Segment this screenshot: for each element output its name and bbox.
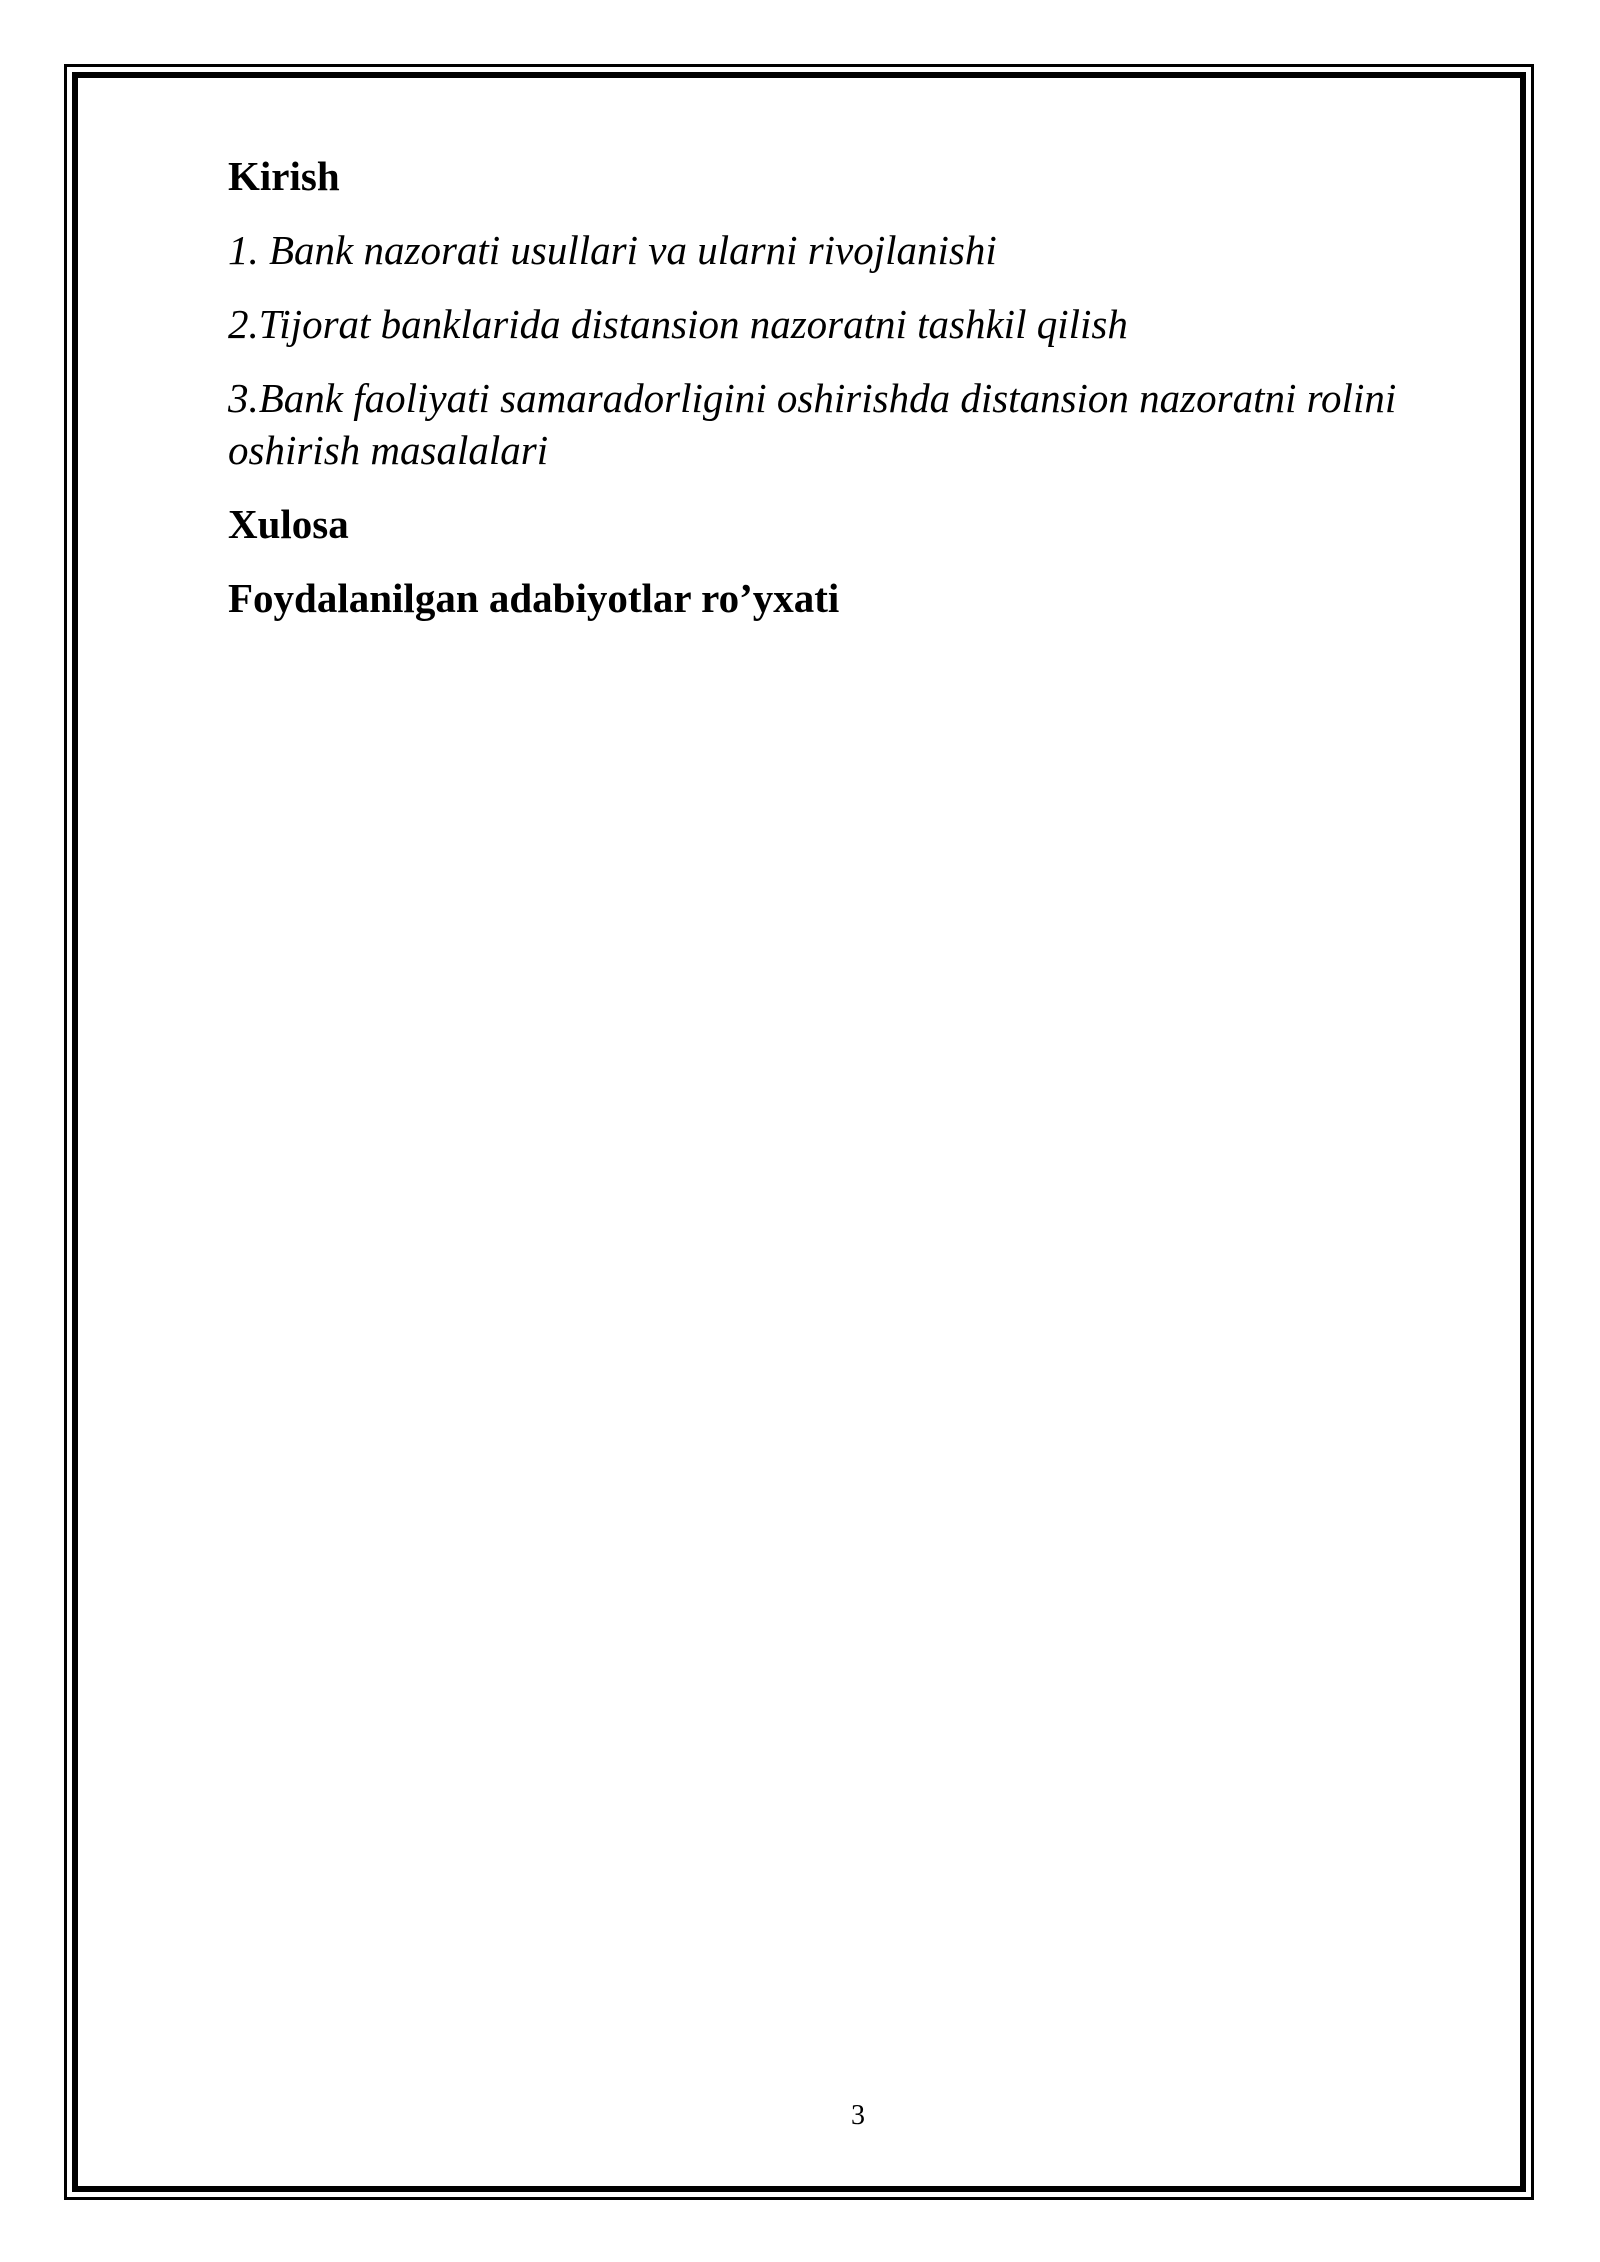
toc-entry-chapter-1: 1. Bank nazorati usullari va ularni rivojlanishi (228, 227, 997, 273)
toc-entry-chapter-2: 2.Tijorat banklarida distansion nazoratni tashkil qilish (228, 301, 1128, 347)
toc-entry-introduction: Kirish (228, 153, 340, 199)
page-number: 3 (851, 2100, 865, 2131)
toc-entry-chapter-3: 3.Bank faoliyati samaradorligini oshirishda distansion nazoratni rolini oshirish masalalari (228, 375, 1397, 473)
table-of-contents (228, 150, 1468, 646)
toc-entry-conclusion: Xulosa (228, 501, 349, 547)
toc-entry-references: Foydalanilgan adabiyotlar ro’yxati (228, 575, 840, 621)
